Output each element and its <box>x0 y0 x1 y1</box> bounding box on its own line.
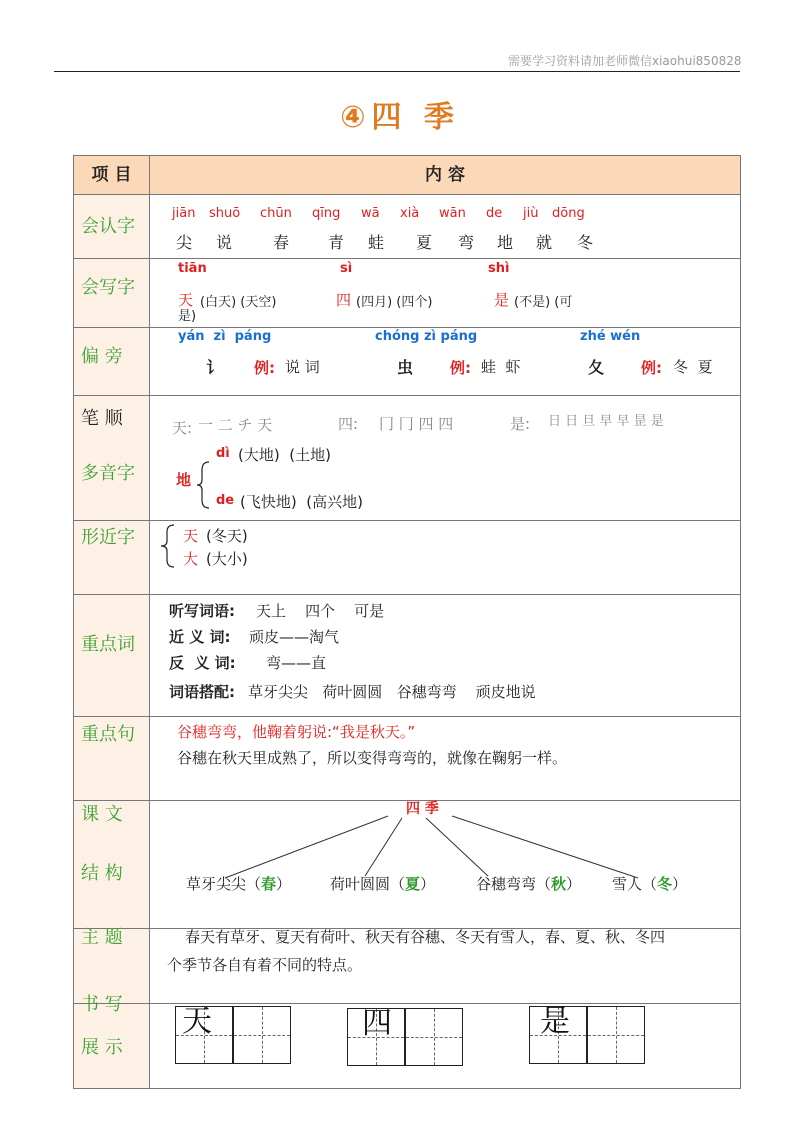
structure-item <box>186 873 291 894</box>
label-zhuti: 主 题 <box>81 927 123 948</box>
key-sentence: 谷穗弯弯，他鞠着躬说:“我是秋天。” <box>177 723 416 741</box>
item-close: ） <box>420 875 436 893</box>
character: 春 <box>273 233 290 252</box>
term-key: 近 义 词: <box>169 628 231 646</box>
pinyin: wān <box>439 206 466 221</box>
word-list: (大地) (土地) <box>238 446 331 464</box>
radical: 讠 <box>206 358 223 377</box>
label-xiezi: 会写字 <box>81 277 135 298</box>
writing-char: 天 <box>182 1004 212 1039</box>
structure-item <box>330 873 435 894</box>
pinyin: zhé wén <box>580 329 641 344</box>
character: 就 <box>536 233 553 252</box>
word-list: (四月) (四个) <box>356 295 433 310</box>
character: 夏 <box>416 233 433 252</box>
word-list: (大小) <box>206 550 248 568</box>
season-char: 春 <box>261 875 277 893</box>
sentence-explanation: 谷穗在秋天里成熟了，所以变得弯弯的，就像在鞠躬一样。 <box>177 749 568 767</box>
term-value: 天上 四个 可是 <box>256 602 385 620</box>
pinyin: chóng zì páng <box>375 329 478 344</box>
example-text: 说 词 <box>285 358 320 376</box>
label-bishun: 笔 顺 <box>81 408 123 429</box>
example-text: 蛙 虾 <box>481 358 521 376</box>
row-divider <box>73 258 741 259</box>
writing-char: 四 <box>362 1006 392 1041</box>
label-zhanshi: 展 示 <box>81 1037 123 1058</box>
pinyin: shì <box>488 261 510 276</box>
term-value: 草牙尖尖 荷叶圆圆 谷穗弯弯 顽皮地说 <box>248 683 536 701</box>
polyphone-char: 地 <box>176 471 192 489</box>
row-divider <box>73 327 741 328</box>
stroke-char: 是: <box>510 415 531 433</box>
item-close: ） <box>276 875 292 893</box>
row-divider <box>73 594 741 595</box>
writing-char: 是 <box>540 1004 570 1039</box>
pinyin: shuō <box>209 206 241 221</box>
pinyin: dì <box>216 446 230 461</box>
term-key: 反 义 词: <box>169 654 236 672</box>
season-char: 秋 <box>551 875 567 893</box>
pinyin: wā <box>361 206 380 221</box>
item-close: ） <box>672 875 688 893</box>
character: 青 <box>328 233 345 252</box>
item-text: 雪人（ <box>612 875 658 893</box>
character: 大 <box>183 550 199 568</box>
theme-line: 春天有草牙、夏天有荷叶、秋天有谷穗、冬天有雪人，春、夏、秋、冬四 <box>185 928 666 946</box>
word-list: (冬天) <box>206 527 248 545</box>
character: 蛙 <box>368 233 385 252</box>
writing-grid-cell <box>587 1006 645 1064</box>
pinyin: chūn <box>260 206 292 221</box>
season-char: 冬 <box>657 875 673 893</box>
pinyin: qīng <box>312 206 341 221</box>
word-wrap: 是) <box>178 309 197 324</box>
header-rule <box>54 71 740 72</box>
stroke-order: 一 二 チ 天 <box>198 416 273 434</box>
page-title: ④四 季 <box>340 100 460 135</box>
table-right-border <box>740 195 741 1088</box>
brace-icon <box>196 460 212 510</box>
word-list: (白天) (天空) <box>200 295 277 310</box>
character: 是 <box>494 291 510 309</box>
row-divider <box>73 520 741 521</box>
example-label: 例: <box>641 359 662 377</box>
label-jiegou: 结 构 <box>81 863 123 884</box>
label-kewen: 课 文 <box>81 804 123 825</box>
term-value: 顽皮——淘气 <box>249 628 340 646</box>
structure-item <box>476 873 581 894</box>
example-label: 例: <box>450 359 471 377</box>
pinyin: de <box>216 493 235 508</box>
writing-grid-cell <box>175 1006 233 1064</box>
row-divider <box>73 1088 741 1089</box>
header-content: 内 容 <box>150 155 741 195</box>
character: 尖 <box>176 233 193 252</box>
term-value: 弯——直 <box>266 654 327 672</box>
stroke-order: 日 日 旦 早 早 昰 是 <box>548 414 664 429</box>
label-zhongdianci: 重点词 <box>81 634 135 655</box>
pinyin: sì <box>340 261 353 276</box>
structure-item <box>612 873 687 894</box>
radical: 虫 <box>397 358 414 377</box>
writing-grid-cell <box>405 1008 463 1066</box>
label-shuxie: 书 写 <box>81 994 123 1015</box>
stroke-char: 四: <box>338 415 359 433</box>
character: 冬 <box>577 233 594 252</box>
writing-grid-cell <box>529 1006 587 1064</box>
item-text: 荷叶圆圆（ <box>330 875 406 893</box>
renzi-list <box>172 206 732 256</box>
radical: 夂 <box>588 358 605 377</box>
word-list: (飞快地) (高兴地) <box>240 493 363 511</box>
stroke-order: 冂 冂 四 四 <box>379 415 454 433</box>
row-divider <box>73 1003 741 1004</box>
pinyin: jiān <box>172 206 196 221</box>
item-close: ） <box>566 875 582 893</box>
character: 天 <box>178 291 194 309</box>
pinyin: dōng <box>552 206 585 221</box>
pinyin: de <box>486 206 503 221</box>
item-text: 谷穗弯弯（ <box>476 875 552 893</box>
row-divider <box>73 395 741 396</box>
example-label: 例: <box>254 359 275 377</box>
brace-icon <box>160 523 176 569</box>
character: 天 <box>183 527 199 545</box>
writing-grid-cell <box>347 1008 405 1066</box>
word-list: (不是) (可 <box>514 295 573 310</box>
row-divider <box>73 716 741 717</box>
character: 说 <box>216 233 233 252</box>
label-zhongdianju: 重点句 <box>81 724 135 745</box>
label-duoyin: 多音字 <box>81 463 135 484</box>
pinyin: yán zì páng <box>178 329 272 344</box>
structure-root: 四 季 <box>406 801 439 817</box>
theme-line: 个季节各自有着不同的特点。 <box>167 956 363 974</box>
character: 地 <box>497 233 514 252</box>
writing-grid-cell <box>233 1006 291 1064</box>
header-item: 项 目 <box>73 155 150 195</box>
pinyin: jiù <box>523 206 539 221</box>
example-text: 冬 夏 <box>673 358 713 376</box>
label-pianpang: 偏 旁 <box>81 346 123 367</box>
pinyin: xià <box>400 206 420 221</box>
character: 弯 <box>458 233 475 252</box>
character: 四 <box>336 291 352 309</box>
label-xingjin: 形近字 <box>81 527 135 548</box>
stroke-char: 天: <box>172 419 193 437</box>
item-text: 草牙尖尖（ <box>186 875 262 893</box>
term-key: 词语搭配: <box>169 683 235 701</box>
watermark: 需要学习资料请加老师微信xiaohui850828 <box>508 54 742 68</box>
season-char: 夏 <box>405 875 421 893</box>
pinyin: tiān <box>178 261 207 276</box>
term-key: 听写词语: <box>169 602 235 620</box>
label-renzi: 会认字 <box>81 216 135 237</box>
